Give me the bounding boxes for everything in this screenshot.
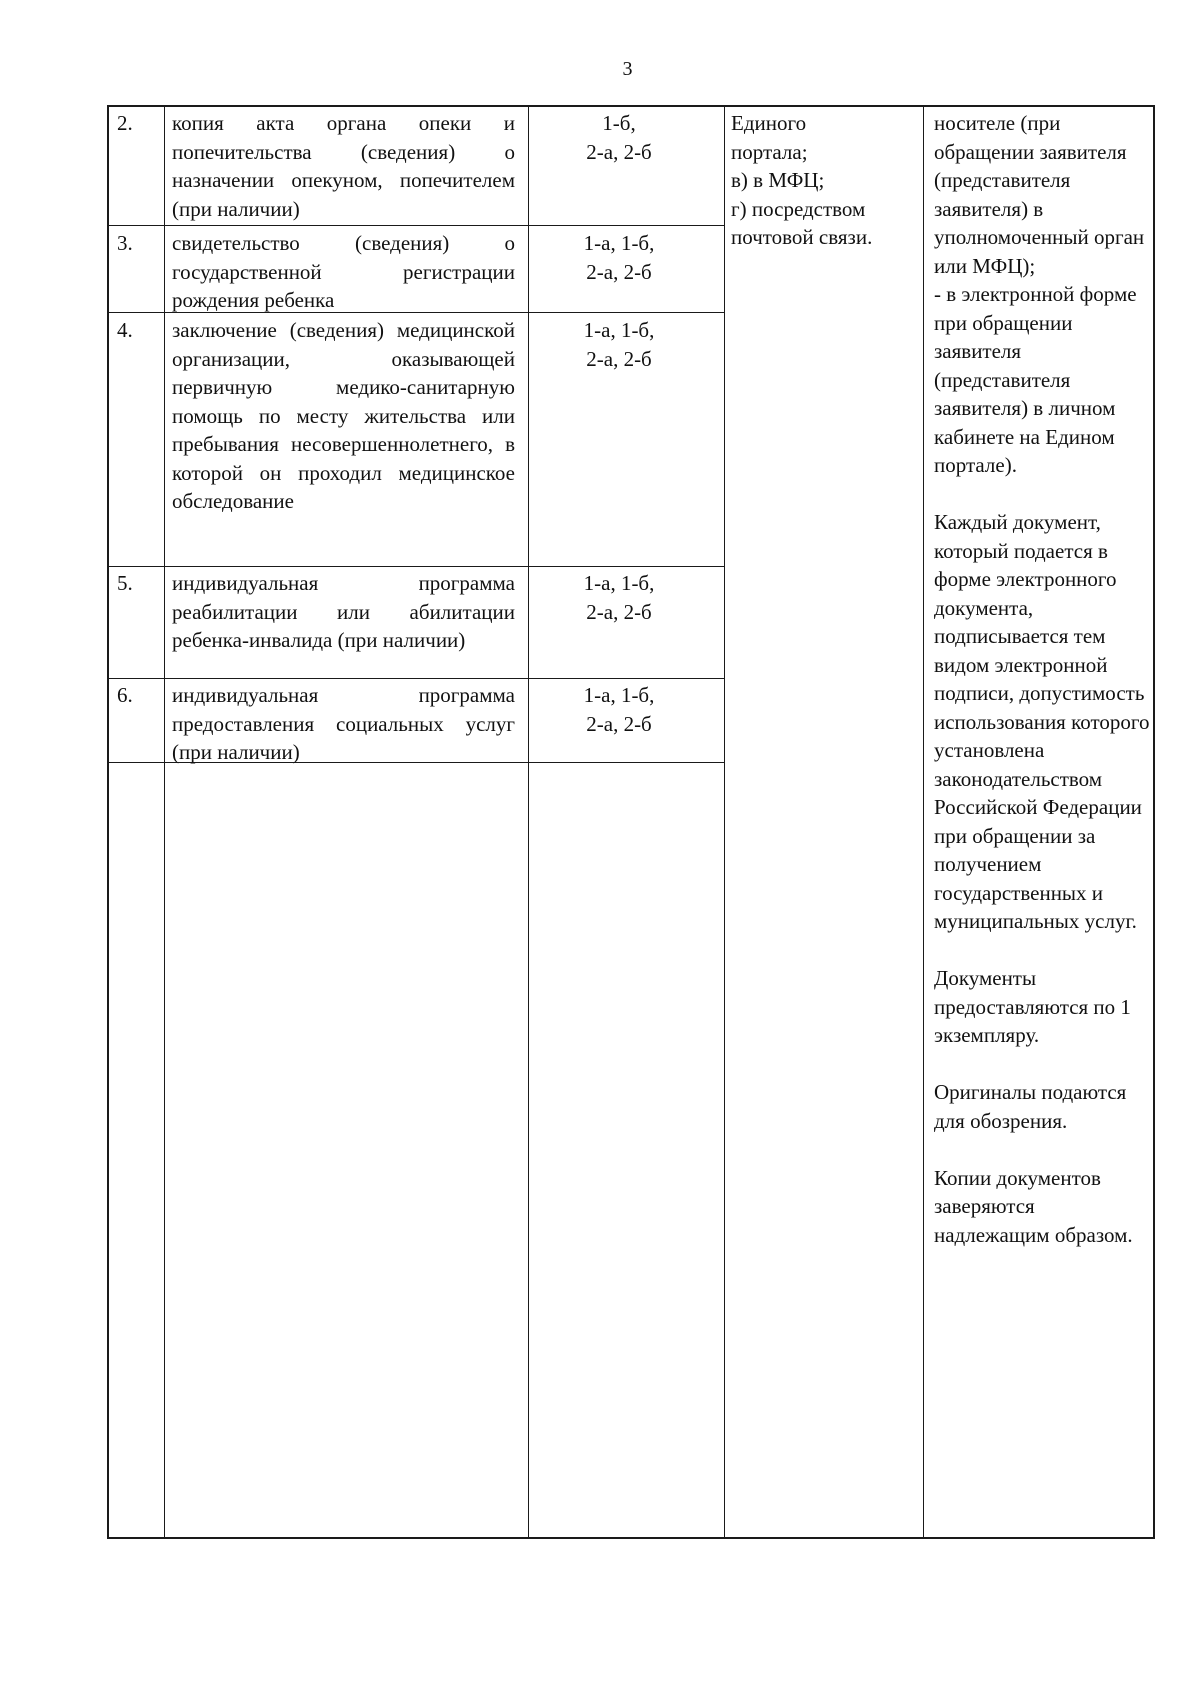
page-number: 3 — [622, 58, 633, 80]
row-number: 5. — [117, 571, 133, 595]
row-divider — [109, 225, 724, 226]
row-number: 3. — [117, 231, 133, 255]
column-divider — [164, 107, 165, 1537]
row-number: 2. — [117, 111, 133, 135]
row-divider — [109, 678, 724, 679]
applicant-codes: 1-а, 1-б, 2-а, 2-б — [583, 683, 655, 736]
note-certified-copies: Копии документов заверяются надлежащим образом. — [934, 1165, 1133, 1247]
note-electronic-signature: Каждый документ, который подается в форме электронного документа, подписывается тем видом электронной подписи, допустимость использования которого установлена законодательством Российской Федерации при обращении за получением государственных и муниципальных услуг. — [934, 510, 1150, 933]
document-description: индивидуальная программа предоставления социальных услуг (при наличии) — [172, 683, 515, 764]
document-description: заключение (сведения) медицинской организации, оказывающей первичную медико-санитарную помощь по месту жительства или пребывания несовершеннолетнего, в которой он проходил медицинское обследование — [172, 318, 515, 513]
column-divider — [923, 107, 924, 1537]
applicant-codes: 1-а, 1-б, 2-а, 2-б — [583, 571, 655, 624]
row-divider — [109, 566, 724, 567]
documents-table — [107, 105, 1155, 1539]
document-description: копия акта органа опеки и попечительства (сведения) о назначении опекуном, попечителем (при наличии) — [172, 111, 515, 221]
note-paper-form: носителе (при обращении заявителя (представителя заявителя) в уполномоченный орган или МФЦ); — [934, 111, 1145, 278]
applicant-codes: 1-а, 1-б, 2-а, 2-б — [583, 231, 655, 284]
row-number: 6. — [117, 683, 133, 707]
submission-notes — [934, 109, 1152, 1249]
document-description: свидетельство (сведения) о государственной регистрации рождения ребенка — [172, 231, 515, 312]
column-divider — [724, 107, 725, 1537]
note-originals: Оригиналы подаются для обозрения. — [934, 1080, 1127, 1133]
applicant-codes: 1-а, 1-б, 2-а, 2-б — [583, 318, 655, 371]
document-description: индивидуальная программа реабилитации или абилитации ребенка-инвалида (при наличии) — [172, 571, 515, 652]
note-copies-count: Документы предоставляются по 1 экземпляру. — [934, 966, 1131, 1047]
applicant-codes: 1-б, 2-а, 2-б — [586, 111, 652, 164]
submission-methods: Единого портала; в) в МФЦ; г) посредством почтовой связи. — [731, 111, 873, 249]
note-electronic-form: - в электронной форме при обращении заявителя (представителя заявителя) в личном кабинете на Едином портале). — [934, 282, 1137, 477]
row-number: 4. — [117, 318, 133, 342]
